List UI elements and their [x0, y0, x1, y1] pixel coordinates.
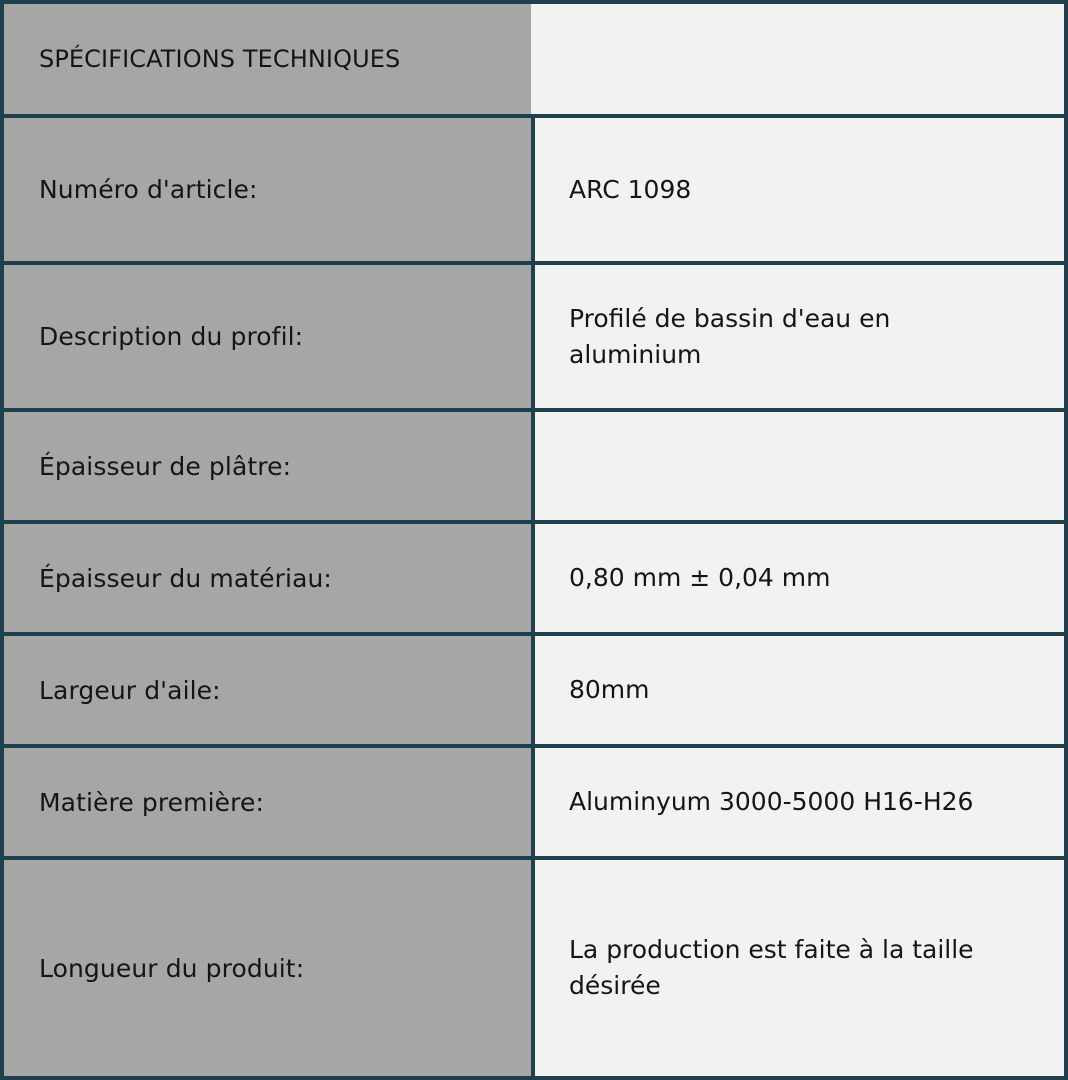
spec-value: 0,80 mm ± 0,04 mm: [535, 524, 1064, 632]
spec-row-product-length: [4, 860, 1064, 1076]
spec-row-flange-width: [4, 636, 1064, 744]
spec-label: Épaisseur du matériau:: [4, 524, 531, 632]
spec-label: Longueur du produit:: [4, 860, 531, 1076]
spec-row-raw-material: [4, 748, 1064, 856]
table-title: SPÉCIFICATIONS TECHNIQUES: [4, 4, 531, 114]
spec-row-material-thickness: [4, 524, 1064, 632]
spec-value: Aluminyum 3000-5000 H16-H26: [535, 748, 1064, 856]
spec-value: [535, 412, 1064, 520]
header-value-cell: [531, 4, 1064, 114]
spec-label: Description du profil:: [4, 265, 531, 408]
spec-row-plaster-thickness: [4, 412, 1064, 520]
header-row: [4, 4, 1064, 114]
spec-label: Matière première:: [4, 748, 531, 856]
spec-label: Largeur d'aile:: [4, 636, 531, 744]
spec-row-article-number: [4, 118, 1064, 261]
spec-label: Numéro d'article:: [4, 118, 531, 261]
spec-value: 80mm: [535, 636, 1064, 744]
spec-label: Épaisseur de plâtre:: [4, 412, 531, 520]
spec-row-profile-description: [4, 265, 1064, 408]
spec-value: ARC 1098: [535, 118, 1064, 261]
spec-value: Profilé de bassin d'eau en aluminium: [535, 265, 1064, 408]
spec-value: La production est faite à la taille désirée: [535, 860, 1064, 1076]
